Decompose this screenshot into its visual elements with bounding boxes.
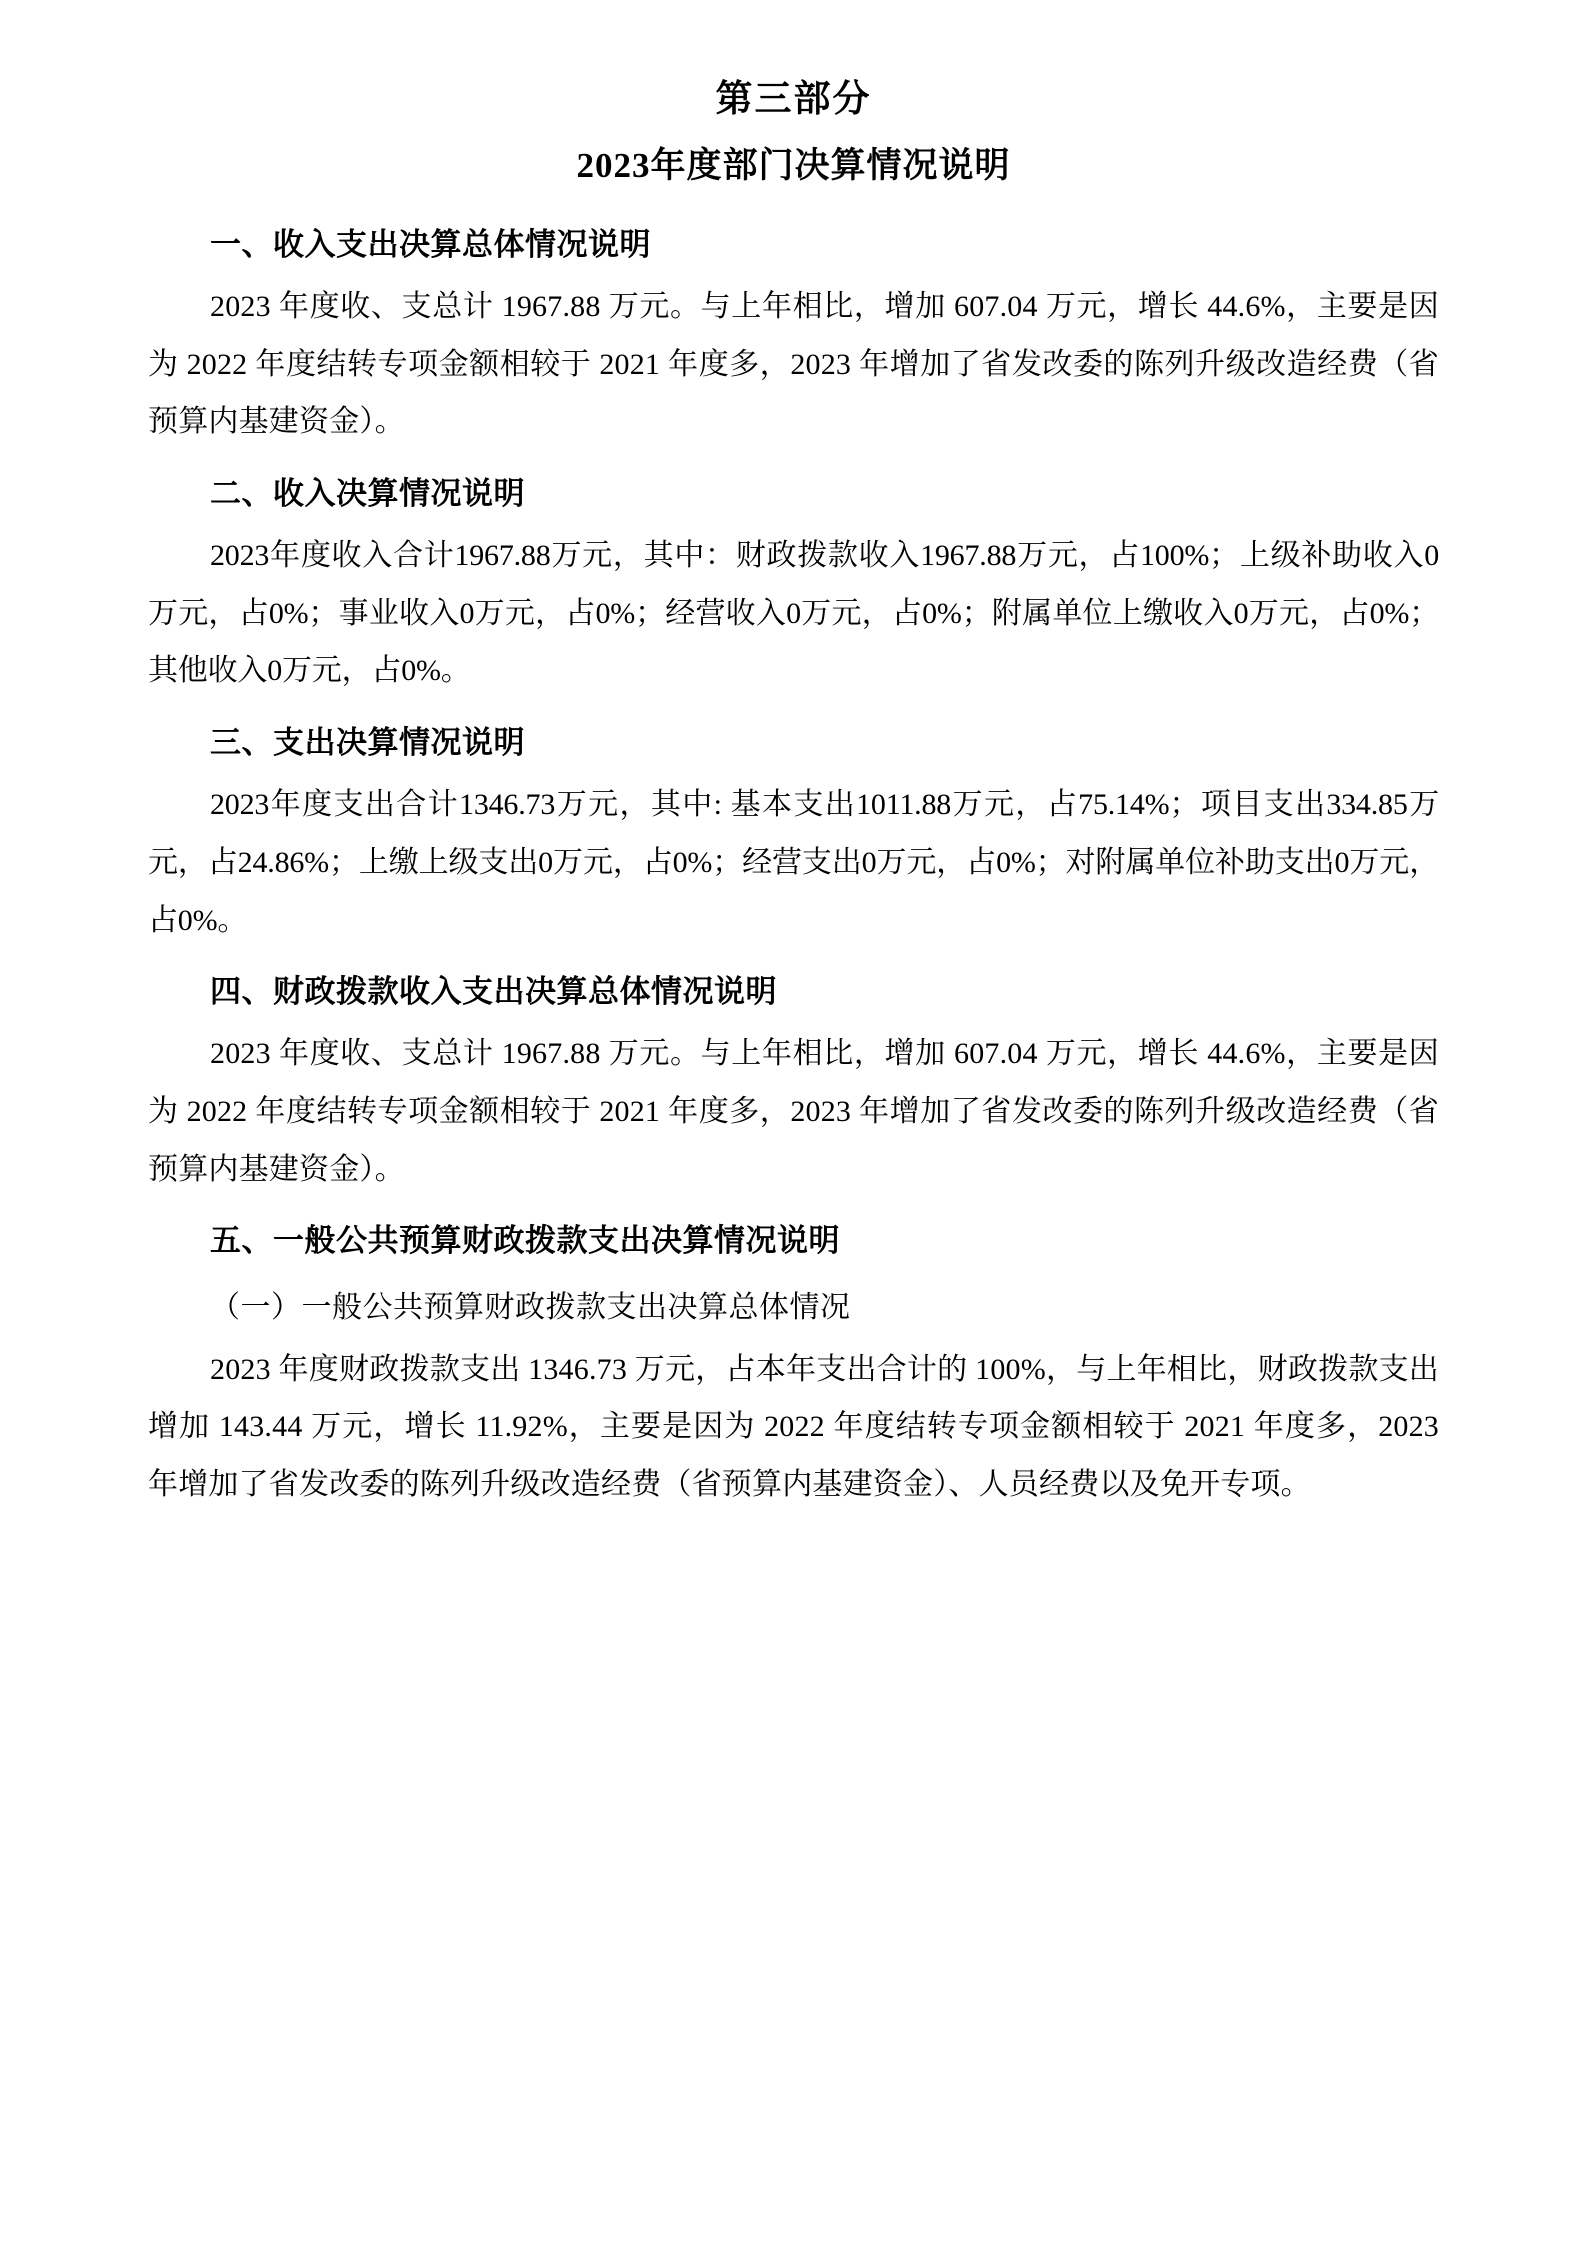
section-paragraph-1-1: 2023 年度收、支总计 1967.88 万元。与上年相比，增加 607.04 万元，增长 44.6%，主要是因为 2022 年度结转专项金额相较于 2021 年度多，2023 年增加了省发改委的陈列升级改造经费（省预算内基建资金）。 (148, 290, 1439, 439)
section-paragraph-3-1: 2023年度支出合计1346.73万元，其中: 基本支出1011.88万元，占75.14%；项目支出334.85万元，占24.86%；上缴上级支出0万元，占0%；经营支出0万元，占0%；对附属单位补助支出0万元，占0%。 (148, 788, 1439, 937)
section-heading-5: 五、一般公共预算财政拨款支出决算情况说明 (210, 1223, 840, 1259)
section-subheading-5-1: （一）一般公共预算财政拨款支出决算总体情况 (210, 1291, 851, 1325)
section-paragraph-4-1: 2023 年度收、支总计 1967.88 万元。与上年相比，增加 607.04 万元，增长 44.6%，主要是因为 2022 年度结转专项金额相较于 2021 年度多，2023 年增加了省发改委的陈列升级改造经费（省预算内基建资金）。 (148, 1037, 1439, 1186)
section-heading-3: 三、支出决算情况说明 (210, 725, 525, 761)
document-title: 第三部分 (715, 79, 872, 120)
section-heading-1: 一、收入支出决算总体情况说明 (210, 227, 651, 262)
document-subtitle: 2023年度部门决算情况说明 (576, 145, 1011, 185)
section-paragraph-2-1: 2023年度收入合计1967.88万元，其中：财政拨款收入1967.88万元，占100%；上级补助收入0万元，占0%；事业收入0万元，占0%；经营收入0万元，占0%；附属单位上缴收入0万元，占0%；其他收入0万元，占0%。 (148, 539, 1439, 688)
section-heading-4: 四、财政拨款收入支出决算总体情况说明 (210, 974, 777, 1010)
section-paragraph-5-1: 2023 年度财政拨款支出 1346.73 万元，占本年支出合计的 100%，与上年相比，财政拨款支出增加 143.44 万元，增长 11.92%，主要是因为 2022 年度结转专项金额相较于 2021 年度多，2023 年增加了省发改委的陈列升级改造经费（省预算内基建资金）、人员经费以及免开专项。 (148, 1352, 1439, 1502)
section-heading-2: 二、收入决算情况说明 (210, 476, 525, 512)
